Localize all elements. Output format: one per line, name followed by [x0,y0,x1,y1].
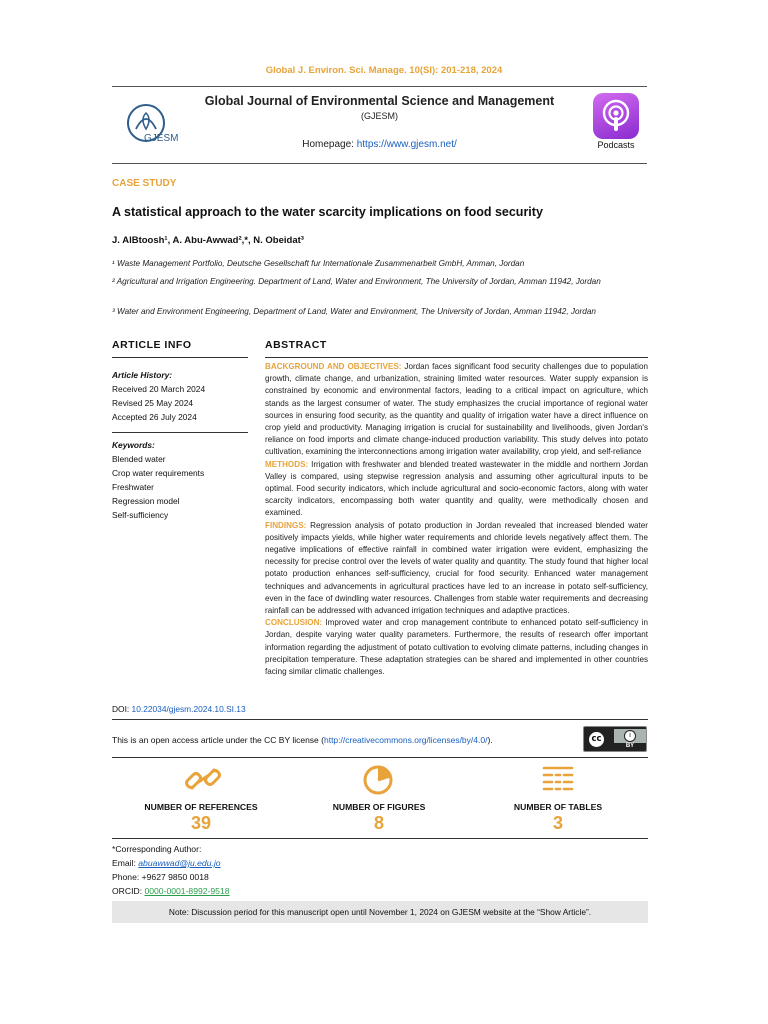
journal-header [112,86,647,164]
orcid-link[interactable]: 0000-0001-8992-9518 [144,886,230,896]
abstract-bottom-rule [112,719,648,720]
podcast-label: Podcasts [597,140,635,150]
keywords-label: Keywords: [112,440,155,450]
email-label: Email: [112,858,139,868]
tables-count: 3 [552,813,563,833]
affiliation-3: ³ Water and Environment Engineering, Department of Land, Water and Environment, The University of Jordan, Amman 11942, Jordan [112,307,596,316]
journal-abbreviation: (GJESM) [361,111,398,121]
corresponding-author [112,842,230,898]
article-authors: J. AlBtoosh¹, A. Abu-Awwad²,*, N. Obeidat³ [112,235,304,246]
abstract-conclusion-text: Improved water and crop management contribute to enhanced potato self-sufficiency in Jordan, despite varying water quality parameters. Furthermore, the results of research offer important information regarding the adjustment of potato cultivation to evolving climate patterns, including changes in precipitation temperature. These adaptation strategies can be shared and implemented in other countries facing similar climatic challenges. [265,618,648,677]
cc-by-label: BY [625,743,635,749]
keyword-item: Self-sufficiency [112,510,169,520]
podcast-icon [593,93,639,139]
abstract-heading: ABSTRACT [265,339,327,351]
article-history [112,368,248,424]
doi-label: DOI: [112,704,132,714]
keyword-item: Crop water requirements [112,468,205,478]
discussion-note: Note: Discussion period for this manuscript open until November 1, 2024 on GJESM website at the “Show Article”. [112,901,648,923]
history-rule [112,432,248,433]
link-icon [183,762,223,796]
abstract-body [265,361,648,678]
references-count: 39 [190,813,212,833]
journal-citation: Global J. Environ. Sci. Manage. 10(SI): 201-218, 2024 [265,65,503,76]
doi [112,704,246,714]
article-title: A statistical approach to the water scarcity implications on food security [112,205,543,219]
stats-bottom-rule [112,838,648,839]
abstract-findings-label: FINDINGS: [265,520,307,530]
journal-name: Global Journal of Environmental Science and Management [204,94,555,108]
corresponding-label: *Corresponding Author: [112,844,202,854]
history-label: Article History: [112,370,173,380]
history-received: Received 20 March 2024 [112,384,206,394]
oa-prefix: This is an open access article under the CC BY license ( [112,735,324,745]
cc-by-badge[interactable] [583,726,647,752]
article-info-heading: ARTICLE INFO [112,339,192,351]
person-icon: i [624,730,636,742]
oa-suffix: ). [487,735,493,745]
history-accepted: Accepted 26 July 2024 [112,412,197,422]
table-icon [538,762,578,796]
stats-top-rule [112,757,648,758]
keyword-item: Regression model [112,496,180,506]
abstract-background-label: BACKGROUND AND OBJECTIVES: [265,362,402,371]
doi-link[interactable]: 10.22034/gjesm.2024.10.SI.13 [131,704,246,714]
figures-count-label: NUMBER OF FIGURES [332,802,426,812]
tables-count-label: NUMBER OF TABLES [513,802,603,812]
figures-count: 8 [373,813,384,833]
logo-text: GJESM [144,133,179,144]
keyword-item: Freshwater [112,482,154,492]
license-link[interactable]: http://creativecommons.org/licenses/by/4.0/ [323,735,488,745]
abstract-background-text: Jordan faces significant food security challenges due to population growth, climate change, and urbanization, straining limited water resources. Water supply expansion is constrained by economic and environmental factors, leading to a critical impact on agriculture, which stands as the largest consumer of water. The study emphasizes the crucial importance of regional water sources in ensuring food security, as the quantity and quality of irrigation water have a direct influence on crop yield and productivity. Managing irrigation is crucial for sustainability and livelihoods, given Jordan's reliance on food imports and climate change-induced production variability. This study delves into potato cultivation, examining the interconnections among irrigation water availability, crop yield, and self-reliance [265,362,648,457]
abstract-rule [265,357,648,358]
references-count-label: NUMBER OF REFERENCES [144,802,258,812]
history-revised: Revised 25 May 2024 [112,398,194,408]
corresponding-email-line [112,856,230,870]
attribution-icon [614,729,646,743]
podcasts-button[interactable] [591,93,641,155]
keywords [112,438,248,522]
abstract-methods-text: Irrigation with freshwater and blended treated wastewater in the middle and northern Jordan Valley is compared, using stepwise regression analysis and assuming other agricultural inputs to be optimal. Food security indicators, which include agricultural and socio-economic factors, along with water scarcity indicators, encompassing both water quantity and quality, were methodically chosen and examined. [265,459,648,518]
pie-chart-icon [358,762,398,796]
abstract-findings-text: Regression analysis of potato production in Jordan revealed that increased blended water positively impacts yields, while higher water requirements and chloride levels negatively affect them. The negative implications of effective rainfall in combined water irrigation were evident, emphasizing the necessity for precise control over the levels of water quality and quantity. The study found that higher local potato production enhances self-sufficiency, crucial for food security. Enhanced water management techniques and advancements in agricultural practices have led to an increase in potato self-sufficiency, even in the face of dwindling water resources. Challenges from stable water requirements and decreasing rainfall can be addressed with advanced irrigation techniques and adaptive practices. [265,520,648,616]
corresponding-phone: Phone: +9627 9850 0018 [112,872,209,882]
affiliation-1: ¹ Waste Management Portfolio, Deutsche Gesellschaft fur Internationale Zusammenarbeit GmbH, Amman, Jordan [112,259,525,268]
abstract-conclusion-label: CONCLUSION: [265,618,323,628]
email-link[interactable]: abuawwad@ju.edu.jo [138,858,221,868]
affiliation-2: ² Agricultural and Irrigation Engineering. Department of Land, Water and Environment, The University of Jordan, Amman 11942, Jordan [112,277,601,286]
keyword-item: Blended water [112,454,166,464]
homepage-link[interactable]: https://www.gjesm.net/ [356,139,457,150]
corresponding-orcid-line [112,884,230,898]
open-access-statement [112,735,493,745]
orcid-label: ORCID: [112,886,145,896]
cc-icon: cc [587,730,606,749]
abstract-methods-label: METHODS: [265,459,309,469]
article-type: CASE STUDY [112,178,177,189]
article-info-rule [112,357,248,358]
homepage-label: Homepage: [302,139,357,150]
journal-homepage [112,139,647,150]
